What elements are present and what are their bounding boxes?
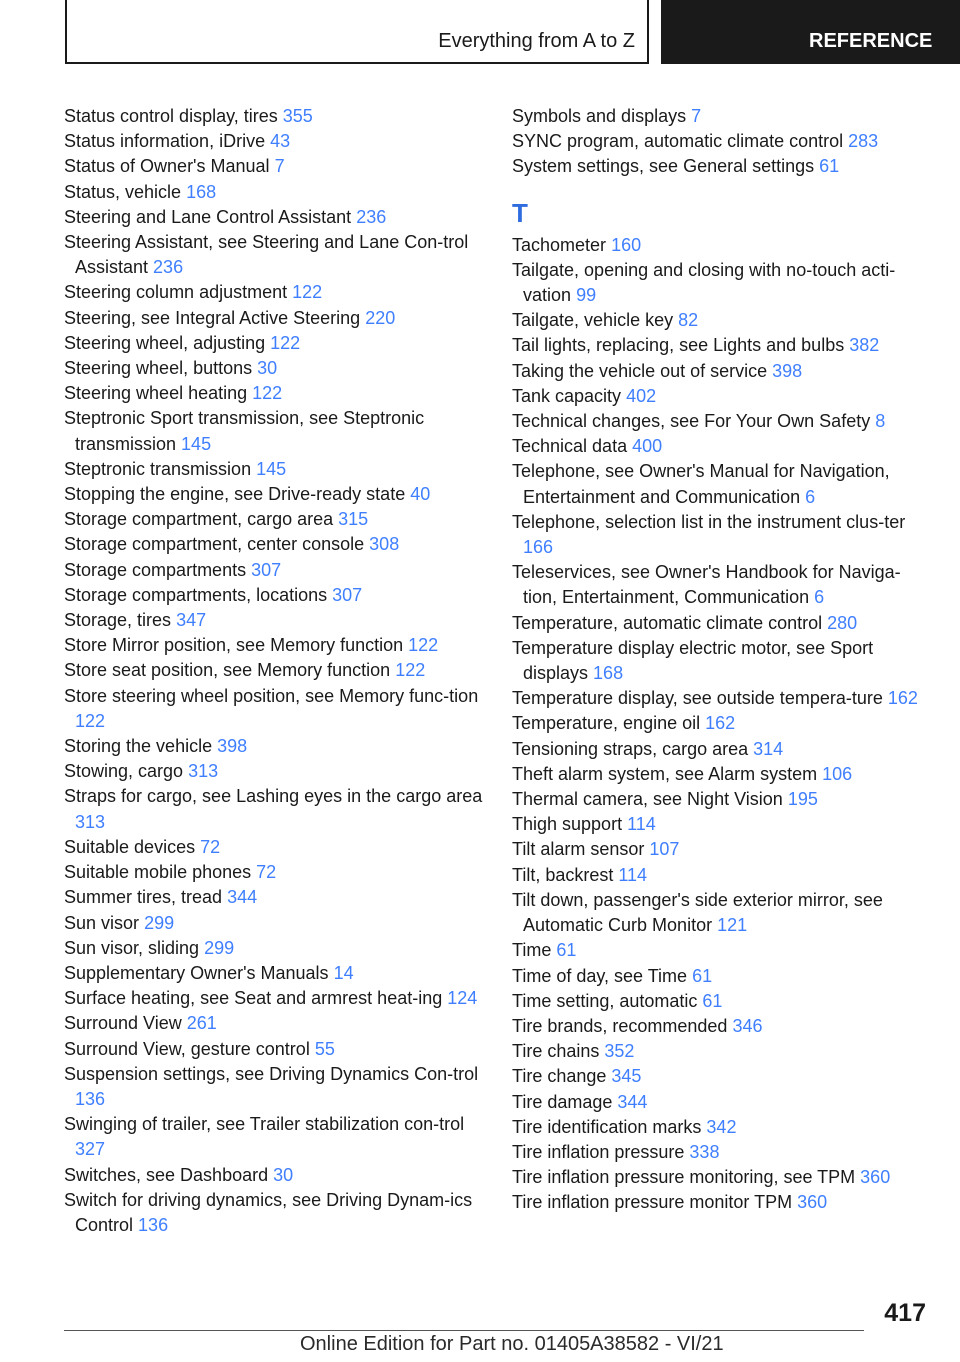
index-entry bbox=[512, 737, 932, 762]
page-reference-link[interactable]: 398 bbox=[772, 360, 803, 381]
page-reference-link[interactable]: 308 bbox=[369, 534, 400, 555]
entry-term: Theft alarm system, see Alarm system bbox=[512, 763, 818, 784]
entry-term: Storage compartment, cargo area bbox=[64, 509, 334, 530]
entry-term: System settings, see General settings bbox=[512, 156, 815, 177]
entry-term: Suspension settings, see Driving Dynamics Con-trol bbox=[64, 1063, 479, 1084]
index-column-left bbox=[64, 104, 484, 1238]
page-reference-link[interactable]: 43 bbox=[270, 131, 291, 152]
entry-term: Steering wheel, buttons bbox=[64, 358, 253, 379]
page-reference-link[interactable]: 283 bbox=[848, 131, 879, 152]
page-reference-link[interactable]: 307 bbox=[251, 559, 282, 580]
page-reference-link[interactable]: 114 bbox=[618, 864, 648, 885]
entry-term: Thermal camera, see Night Vision bbox=[512, 789, 783, 810]
page-reference-link[interactable]: 299 bbox=[204, 937, 235, 958]
page-reference-link[interactable]: 236 bbox=[356, 206, 387, 227]
index-entry bbox=[512, 837, 932, 862]
entry-term: Suitable devices bbox=[64, 836, 196, 857]
page-reference-link[interactable]: 40 bbox=[410, 484, 431, 505]
index-entry bbox=[512, 762, 932, 787]
page-reference-link[interactable]: 122 bbox=[395, 660, 426, 681]
page-reference-link[interactable]: 82 bbox=[678, 310, 699, 331]
index-entry bbox=[64, 911, 484, 936]
index-entry bbox=[64, 507, 484, 532]
entry-term: Tachometer bbox=[512, 234, 607, 255]
page-reference-link[interactable]: 30 bbox=[257, 358, 278, 379]
index-entry bbox=[512, 359, 932, 384]
entry-term: Storage compartments bbox=[64, 559, 247, 580]
index-entry bbox=[512, 258, 932, 308]
index-entry bbox=[64, 1062, 484, 1112]
index-entry bbox=[64, 885, 484, 910]
page-reference-link[interactable]: 122 bbox=[408, 635, 439, 656]
page-reference-link[interactable]: 261 bbox=[186, 1013, 217, 1034]
index-entry bbox=[64, 180, 484, 205]
entry-term: Store steering wheel position, see Memory func-tion bbox=[64, 685, 479, 706]
entry-term: Temperature, automatic climate control bbox=[512, 612, 823, 633]
page-reference-link[interactable]: 122 bbox=[270, 332, 301, 353]
index-entry bbox=[512, 434, 932, 459]
page-reference-link[interactable]: 136 bbox=[138, 1214, 169, 1235]
index-entry bbox=[512, 787, 932, 812]
index-entry bbox=[512, 611, 932, 636]
entry-term: Surface heating, see Seat and armrest heat-ing bbox=[64, 988, 443, 1009]
entry-term: Telephone, selection list in the instrument clus-ter bbox=[512, 511, 906, 532]
index-entry bbox=[512, 308, 932, 333]
entry-term: Thigh support bbox=[512, 814, 623, 835]
page-reference-link[interactable]: 7 bbox=[691, 106, 702, 126]
index-entry bbox=[64, 280, 484, 305]
entry-term: Temperature display, see outside tempera-ture bbox=[512, 688, 883, 709]
index-entry bbox=[64, 961, 484, 986]
page-reference-link[interactable]: 6 bbox=[814, 587, 825, 608]
index-entry bbox=[64, 129, 484, 154]
index-entry bbox=[512, 863, 932, 888]
entry-term: SYNC program, automatic climate control bbox=[512, 131, 844, 152]
index-entry bbox=[512, 333, 932, 358]
page-reference-link[interactable]: 313 bbox=[75, 811, 106, 832]
index-entry bbox=[64, 1037, 484, 1062]
page-reference-link[interactable]: 220 bbox=[365, 307, 396, 328]
index-column-right bbox=[512, 104, 932, 1216]
index-entry bbox=[64, 558, 484, 583]
page-reference-link[interactable]: 122 bbox=[292, 282, 323, 303]
page-reference-link[interactable]: 402 bbox=[626, 385, 657, 406]
page-reference-link[interactable]: 121 bbox=[717, 915, 748, 936]
index-entry bbox=[512, 812, 932, 837]
entry-term: Steering and Lane Control Assistant bbox=[64, 206, 352, 227]
index-entry bbox=[512, 1190, 932, 1215]
entry-term: Temperature, engine oil bbox=[512, 713, 701, 734]
entry-term: Steering wheel, adjusting bbox=[64, 332, 266, 353]
page-reference-link[interactable]: 61 bbox=[702, 990, 723, 1011]
index-entry bbox=[64, 532, 484, 557]
page-reference-link[interactable]: 195 bbox=[787, 789, 818, 810]
entry-term: Tailgate, vehicle key bbox=[512, 310, 674, 331]
page-reference-link[interactable]: 72 bbox=[200, 836, 221, 857]
page-reference-link[interactable]: 360 bbox=[797, 1192, 828, 1213]
entry-term: Tilt down, passenger's side exterior mirror, see Automatic Curb Monitor bbox=[512, 889, 883, 936]
page-reference-link[interactable]: 346 bbox=[732, 1015, 763, 1036]
page-reference-link[interactable]: 168 bbox=[186, 181, 217, 202]
index-entry bbox=[64, 356, 484, 381]
entry-term: Tailgate, opening and closing with no-touch acti-vation bbox=[512, 259, 896, 306]
entry-term: Status, vehicle bbox=[64, 181, 182, 202]
index-entry bbox=[512, 938, 932, 963]
entry-term: Tilt alarm sensor bbox=[512, 839, 645, 860]
section-letter: T bbox=[512, 197, 528, 228]
entry-term: Steering, see Integral Active Steering bbox=[64, 307, 361, 328]
entry-term: Steering column adjustment bbox=[64, 282, 288, 303]
entry-term: Tire change bbox=[512, 1066, 607, 1087]
index-entry bbox=[64, 986, 484, 1011]
index-entry bbox=[512, 989, 932, 1014]
entry-term: Time bbox=[512, 940, 552, 961]
index-entry bbox=[64, 331, 484, 356]
index-entry bbox=[512, 409, 932, 434]
header-section-box bbox=[65, 0, 649, 64]
page-reference-link[interactable]: 315 bbox=[338, 509, 369, 530]
index-entry bbox=[512, 104, 932, 129]
page-reference-link[interactable]: 124 bbox=[447, 988, 478, 1009]
entry-term: Teleservices, see Owner's Handbook for Naviga-tion, Entertainment, Communication bbox=[512, 562, 901, 608]
page-reference-link[interactable]: 168 bbox=[593, 663, 624, 684]
index-entry bbox=[512, 1064, 932, 1089]
entry-term: Steering wheel heating bbox=[64, 383, 248, 404]
index-entry bbox=[512, 233, 932, 258]
entry-term: Surround View bbox=[64, 1013, 182, 1034]
page-reference-link[interactable]: 327 bbox=[75, 1139, 106, 1160]
page-reference-link[interactable]: 61 bbox=[556, 940, 577, 961]
page-reference-link[interactable]: 299 bbox=[144, 912, 175, 933]
page-reference-link[interactable]: 347 bbox=[176, 610, 207, 631]
page-reference-link[interactable]: 344 bbox=[617, 1091, 648, 1112]
page-reference-link[interactable]: 55 bbox=[314, 1038, 335, 1059]
entry-term: Store seat position, see Memory function bbox=[64, 660, 391, 681]
index-entry bbox=[64, 835, 484, 860]
index-entry bbox=[512, 459, 932, 509]
index-entry bbox=[512, 154, 932, 179]
index-entry bbox=[64, 1011, 484, 1036]
chapter-tab-label: REFERENCE bbox=[809, 30, 933, 52]
index-entry bbox=[64, 205, 484, 230]
chapter-tab bbox=[661, 0, 960, 64]
page-reference-link[interactable]: 338 bbox=[689, 1141, 720, 1162]
entry-term: Status control display, tires bbox=[64, 106, 278, 126]
index-entry bbox=[64, 1188, 484, 1238]
page-reference-link[interactable]: 114 bbox=[627, 814, 656, 835]
index-entry bbox=[512, 636, 932, 686]
page-reference-link[interactable]: 30 bbox=[273, 1164, 294, 1185]
entry-term: Stowing, cargo bbox=[64, 761, 184, 782]
index-entry bbox=[64, 759, 484, 784]
index-entry bbox=[64, 381, 484, 406]
page-reference-link[interactable]: 352 bbox=[604, 1041, 635, 1062]
page-reference-link[interactable]: 106 bbox=[822, 763, 853, 784]
index-entry bbox=[64, 306, 484, 331]
page-reference-link[interactable]: 344 bbox=[227, 887, 258, 908]
index-entry bbox=[512, 1090, 932, 1115]
entry-term: Storing the vehicle bbox=[64, 736, 213, 757]
entry-term: Tire inflation pressure bbox=[512, 1141, 685, 1162]
index-entry bbox=[64, 860, 484, 885]
entry-term: Switches, see Dashboard bbox=[64, 1164, 269, 1185]
entry-term: Store Mirror position, see Memory function bbox=[64, 635, 404, 656]
entry-term: Technical data bbox=[512, 436, 628, 457]
entry-term: Sun visor bbox=[64, 912, 140, 933]
page-reference-link[interactable]: 160 bbox=[611, 234, 642, 255]
index-entry bbox=[512, 888, 932, 938]
index-entry bbox=[512, 711, 932, 736]
section-title: Everything from A to Z bbox=[438, 30, 635, 52]
page-reference-link[interactable]: 8 bbox=[875, 411, 886, 432]
entry-term: Tire inflation pressure monitor TPM bbox=[512, 1192, 793, 1213]
page-reference-link[interactable]: 7 bbox=[274, 156, 285, 177]
entry-term: Tire identification marks bbox=[512, 1116, 702, 1137]
page-reference-link[interactable]: 162 bbox=[705, 713, 736, 734]
entry-term: Summer tires, tread bbox=[64, 887, 223, 908]
page-reference-link[interactable]: 99 bbox=[576, 285, 597, 306]
index-entry bbox=[64, 1112, 484, 1162]
page-reference-link[interactable]: 313 bbox=[188, 761, 219, 782]
index-entry bbox=[512, 129, 932, 154]
index-entry bbox=[512, 560, 932, 610]
index-entry bbox=[512, 1014, 932, 1039]
index-entry bbox=[64, 406, 484, 456]
page-reference-link[interactable]: 400 bbox=[632, 436, 663, 457]
entry-term: Surround View, gesture control bbox=[64, 1038, 310, 1059]
page-reference-link[interactable]: 280 bbox=[827, 612, 858, 633]
entry-term: Swinging of trailer, see Trailer stabilization con-trol bbox=[64, 1114, 465, 1135]
page-reference-link[interactable]: 136 bbox=[75, 1088, 106, 1109]
index-entry bbox=[64, 784, 484, 834]
edition-note: Online Edition for Part no. 01405A38582 - VI/21 bbox=[300, 1333, 724, 1355]
page-reference-link[interactable]: 360 bbox=[860, 1167, 891, 1188]
page-reference-link[interactable]: 342 bbox=[706, 1116, 737, 1137]
entry-term: Tire brands, recommended bbox=[512, 1015, 728, 1036]
entry-term: Storage, tires bbox=[64, 610, 172, 631]
index-entry bbox=[64, 154, 484, 179]
index-entry bbox=[64, 608, 484, 633]
entry-term: Storage compartments, locations bbox=[64, 584, 328, 605]
entry-term: Status of Owner's Manual bbox=[64, 156, 270, 177]
page-reference-link[interactable]: 14 bbox=[333, 962, 354, 983]
entry-term: Switch for driving dynamics, see Driving Dynam-ics Control bbox=[64, 1189, 473, 1235]
page-reference-link[interactable]: 345 bbox=[611, 1066, 642, 1087]
index-entry bbox=[64, 482, 484, 507]
index-entry bbox=[512, 384, 932, 409]
index-entry bbox=[64, 633, 484, 658]
page-reference-link[interactable]: 6 bbox=[805, 486, 816, 507]
entry-term: Time setting, automatic bbox=[512, 990, 698, 1011]
entry-term: Tire chains bbox=[512, 1041, 600, 1062]
page-reference-link[interactable]: 107 bbox=[649, 839, 680, 860]
index-entry bbox=[512, 1039, 932, 1064]
index-entry bbox=[64, 104, 484, 129]
page-reference-link[interactable]: 355 bbox=[282, 106, 313, 126]
entry-term: Steptronic Sport transmission, see Steptronic transmission bbox=[64, 408, 425, 454]
entry-term: Symbols and displays bbox=[512, 106, 687, 126]
entry-term: Tire damage bbox=[512, 1091, 613, 1112]
index-entry bbox=[512, 1115, 932, 1140]
index-entry bbox=[512, 1140, 932, 1165]
page-reference-link[interactable]: 61 bbox=[692, 965, 713, 986]
page-reference-link[interactable]: 398 bbox=[217, 736, 248, 757]
index-entry bbox=[64, 583, 484, 608]
page-reference-link[interactable]: 166 bbox=[523, 537, 554, 558]
entry-term: Tensioning straps, cargo area bbox=[512, 738, 749, 759]
index-entries-s bbox=[512, 104, 932, 180]
index-entry bbox=[512, 686, 932, 711]
page-reference-link[interactable]: 61 bbox=[819, 156, 840, 177]
entry-term: Tilt, backrest bbox=[512, 864, 614, 885]
page-number: 417 bbox=[884, 1299, 926, 1327]
index-entry bbox=[512, 510, 932, 560]
index-entry bbox=[64, 936, 484, 961]
index-entry bbox=[64, 230, 484, 280]
index-entry bbox=[64, 658, 484, 683]
entry-term: Steering Assistant, see Steering and Lane Con-trol Assistant bbox=[64, 232, 469, 278]
page-reference-link[interactable]: 122 bbox=[75, 710, 106, 731]
index-entry bbox=[64, 1163, 484, 1188]
index-entry bbox=[64, 734, 484, 759]
entry-term: Tail lights, replacing, see Lights and bulbs bbox=[512, 335, 845, 356]
page-reference-link[interactable]: 72 bbox=[256, 862, 277, 883]
entry-term: Steptronic transmission bbox=[64, 458, 252, 479]
index-entries-t bbox=[512, 233, 932, 1216]
index-entry bbox=[64, 457, 484, 482]
entry-term: Tire inflation pressure monitoring, see TPM bbox=[512, 1167, 856, 1188]
page-reference-link[interactable]: 145 bbox=[256, 458, 287, 479]
entry-term: Temperature display electric motor, see Sport displays bbox=[512, 637, 874, 684]
page-reference-link[interactable]: 314 bbox=[753, 738, 784, 759]
page-reference-link[interactable]: 382 bbox=[849, 335, 880, 356]
page-reference-link[interactable]: 307 bbox=[332, 584, 363, 605]
entry-term: Technical changes, see For Your Own Safety bbox=[512, 411, 871, 432]
entry-term: Sun visor, sliding bbox=[64, 937, 200, 958]
page-reference-link[interactable]: 236 bbox=[153, 257, 184, 278]
page-reference-link[interactable]: 122 bbox=[252, 383, 283, 404]
entry-term: Storage compartment, center console bbox=[64, 534, 365, 555]
entry-term: Telephone, see Owner's Manual for Navigation, Entertainment and Communication bbox=[512, 461, 890, 507]
index-entry bbox=[512, 964, 932, 989]
entry-term: Stopping the engine, see Drive-ready state bbox=[64, 484, 406, 505]
page-reference-link[interactable]: 145 bbox=[181, 433, 212, 454]
entry-term: Status information, iDrive bbox=[64, 131, 266, 152]
index-entry bbox=[512, 1165, 932, 1190]
entry-term: Tank capacity bbox=[512, 385, 622, 406]
entry-term: Taking the vehicle out of service bbox=[512, 360, 768, 381]
footer-rule bbox=[64, 1330, 864, 1331]
entry-term: Time of day, see Time bbox=[512, 965, 688, 986]
entry-term: Suitable mobile phones bbox=[64, 862, 252, 883]
entry-term: Supplementary Owner's Manuals bbox=[64, 962, 329, 983]
index-entry bbox=[64, 684, 484, 734]
entry-term: Straps for cargo, see Lashing eyes in the cargo area bbox=[64, 786, 483, 807]
page-reference-link[interactable]: 162 bbox=[887, 688, 918, 709]
